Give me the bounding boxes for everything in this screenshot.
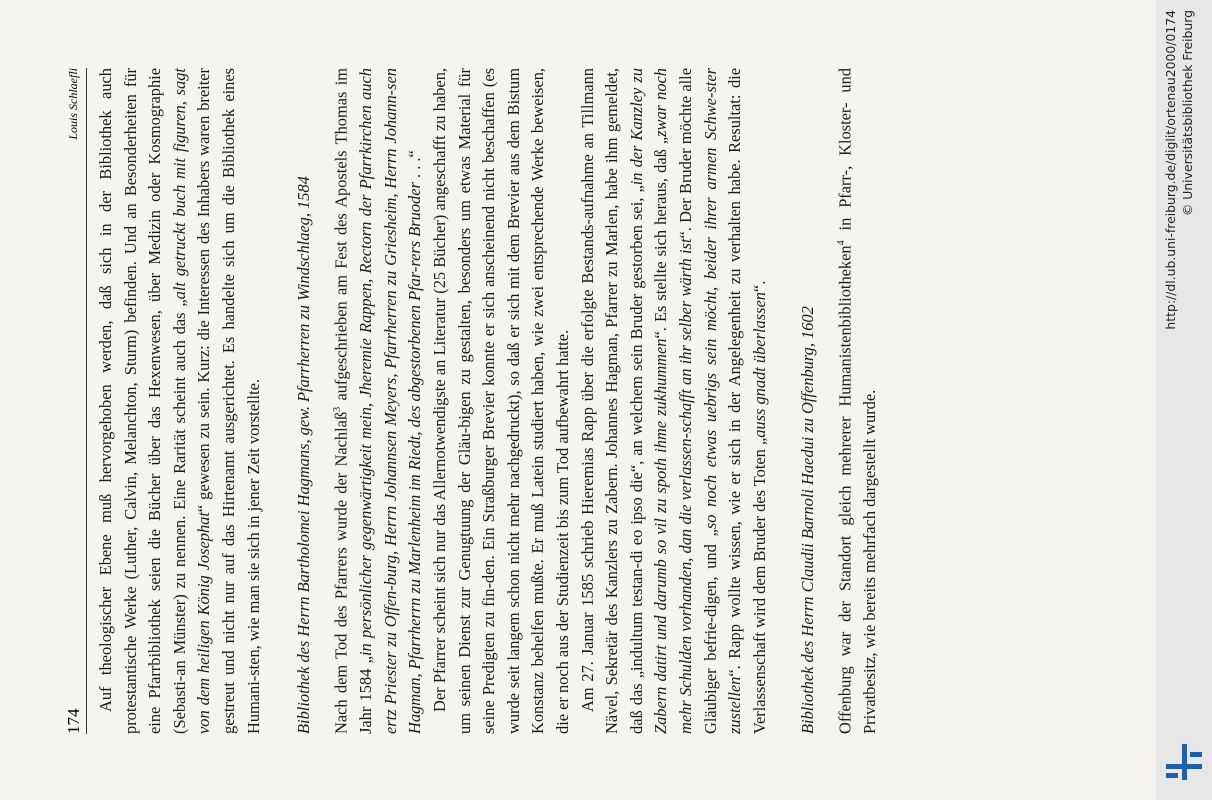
paragraph-pfarrer: Der Pfarrer scheint sich nur das Allernotwendigste an Literatur (25 Bücher) angeschafft zu haben, um seinen Dienst zur Genugtuung der Gläu-bigen zu gestalten, besonders um etwas Material für seine Predigten zu fin-den. Ein Straßburger Brevier konnte er sich anscheinend nicht beschaffen (es wurde seit langem schon nicht mehr nachgedruckt), so daß er sich mit dem Brevier aus dem Bistum Konstanz behelfen mußte. Er muß Latein studiert haben, wie zwei entsprechende Werke beweisen, die er noch aus der Studienzeit bis zum Tod aufbewahrt hatte. [430,68,572,734]
running-head-author: Louis Schlaefli [66,68,80,140]
page-number: 174 [64,708,83,734]
sidebar-text-block [1162,0,1212,800]
paragraph-januar: Am 27. Januar 1585 schrieb Hieremias Rapp über die erfolgte Bestands-aufnahme an Tillmann Nävel, Sekretär des Kanzlers zu Zabern. Johannes Hagman, Pfarrer zu Marlen, habe ihm gemeldet, daß das „indultum testan-di eo ipso die“, an welchem sein Bruder gestorben sei, „in der Kanzley zu Zabern datirt und darumb so vil zu spoth ihme zukhummen“. Es stellte sich heraus, daß „zwar noch mehr Schulden vorhanden, dan die verlassen-schafft an ihr selber wärth ist“. Der Bruder möchte alle Gläubiger befrie-digen, und „so noch etwas uebrigs sein möcht, beider ihrer armen Schwe-ster zustellen“. Rapp wollte wissen, wie er sich in der Angelegenheit zu verhalten habe. Resultat: die Verlassenschaft wird dem Bruder des Toten „auss gnadt überlassen“. [577,67,769,734]
section-heading-hagman: Bibliothek des Herrn Bartholomei Hagmans, gew. Pfarrherren zu Windschlaeg, 1584 [294,176,314,734]
footnote-ref-3: 3 [332,406,344,412]
footnote-ref-4: 4 [836,240,848,246]
permalink-url[interactable]: http://dl.ub.uni-freiburg.de/diglit/ortenau2000/0174 [1163,10,1178,330]
paragraph-intro: Auf theologischer Ebene muß hervorgehoben werden, daß sich in der Bibliothek auch protestantische Werke (Luther, Calvin, Melanchton, Sturm) befinden. Und an Besonderheiten für eine Pfarrbibliothek seien die Bücher über das Hexenwesen, über Medizin oder Kosmographie (Sebasti-an Münster) zu nennen. Eine Rarität scheint auch das „alt getruckt buch mit figuren, sagt von dem heiligen König Josephat“ gewesen zu sein. Kurz: die Interessen des Inhabers waren breiter gestreut und nicht nur auf das Hirtenamt ausgerichtet. Es handelte sich um die Bibliothek eines Humani-sten, wie man sie sich in jener Zeit vorstellte. [96,68,263,734]
paragraph-nachlass: Nach dem Tod des Pfarrers wurde der Nachlaß$^3$ aufgeschrieben am Fest des Apostels Thomas im Jahr 1584 „in persönlicher gegenwärtigkeit mein, Jheremie Rappen, Rectorn der Pfarrkirchen auch ertz Priester zu Offen-burg, Herrn Johannsen Meyers, Pfarrherren zu Griesheim, Herrn Johann-sen Hagman, Pfarrherrn zu Marlenheim im Riedt, des abgestorbenen Pfar-rers Bruoder . . .“ [331,68,425,734]
library-sidebar [1156,0,1212,800]
text-column [80,68,883,734]
section-heading-barnoli: Bibliothek des Herrn Claudii Barnoli Haedui zu Offenburg, 1602 [798,306,818,734]
ub-freiburg-logo-icon [1164,742,1204,782]
copyright-notice: © Universitätsbibliothek Freiburg [1180,10,1195,217]
paragraph-offenburg: Offenburg war der Standort gleich mehrerer Humanistenbibliotheken$^4$ in Pfarr-, Kloster- und Privatbesitz, wie bereits mehrfach dargestellt wurde. [835,68,880,734]
